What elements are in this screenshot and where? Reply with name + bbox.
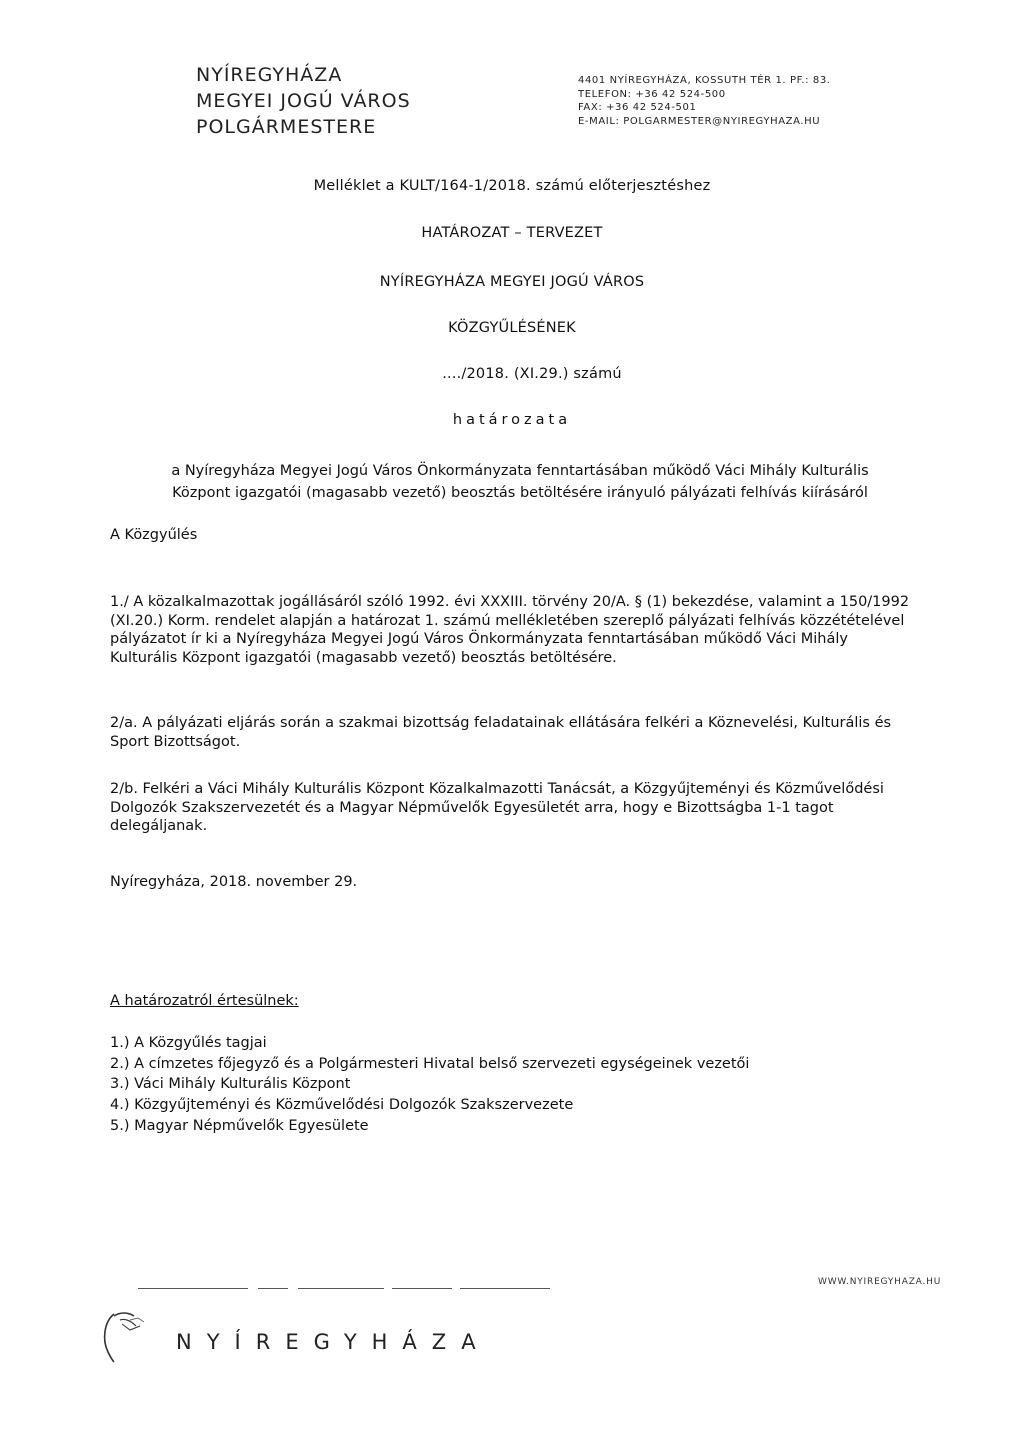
footer-website: WWW.NYIREGYHAZA.HU: [818, 1277, 942, 1287]
org-name-line3: POLGÁRMESTERE: [196, 116, 377, 138]
assembly-label: A Közgyűlés: [110, 527, 198, 543]
paragraph-line: delegáljanak.: [110, 818, 208, 835]
footer-divider: [258, 1288, 288, 1289]
paragraph-line: (XI.20.) Korm. rendelet alapján a határozat 1. számú mellékletében szereplő pályázati felhívás közzétételével: [110, 612, 905, 629]
notify-heading: A határozatról értesülnek:: [110, 993, 299, 1009]
contact-address: 4401 NYÍREGYHÁZA, KOSSUTH TÉR 1. PF.: 83.: [578, 75, 831, 86]
footer-divider: [392, 1288, 452, 1289]
paragraph-line: Sport Bizottságot.: [110, 733, 241, 750]
paragraph-line: Kulturális Központ igazgatói (magasabb vezető) beosztás betöltésére.: [110, 649, 617, 666]
city-emblem-icon: [100, 1306, 160, 1374]
list-item: 2.) A címzetes főjegyző és a Polgármesteri Hivatal belső szervezeti egységeinek vezetői: [110, 1055, 750, 1072]
annex-reference: Melléklet a KULT/164-1/2018. számú előterjesztéshez: [313, 178, 711, 194]
list-item: 1.) A Közgyűlés tagjai: [110, 1035, 267, 1051]
resolution-subject: [130, 460, 910, 504]
subject-line1: a Nyíregyháza Megyei Jogú Város Önkormányzata fenntartásában működő Váci Mihály Kulturális: [171, 463, 869, 479]
list-item: 5.) Magyar Népművelők Egyesülete: [110, 1117, 369, 1134]
paragraph-2a: [110, 714, 936, 751]
letterhead-organization: [196, 62, 411, 140]
org-name-line1: NYÍREGYHÁZA: [196, 64, 343, 86]
paragraph-line: 2/b. Felkéri a Váci Mihály Kulturális Központ Közalkalmazotti Tanácsát, a Közgyűjteményi és Közművelődési: [110, 781, 884, 797]
paragraph-1: [110, 593, 936, 667]
paragraph-line: 1./ A közalkalmazottak jogállásáról szóló 1992. évi XXXIII. törvény 20/A. § (1) bekezdése, valamint a 150/1992: [110, 594, 910, 610]
footer-divider: [460, 1288, 550, 1289]
subject-line2: Központ igazgatói (magasabb vezető) beosztás betöltésére irányuló pályázati felhívás kiírásáról: [172, 485, 868, 501]
paragraph-line: 2/a. A pályázati eljárás során a szakmai bizottság feladatainak ellátására felkéri a Köznevelési, Kulturális és: [110, 715, 892, 731]
assembly-title: KÖZGYŰLÉSÉNEK: [448, 320, 576, 336]
notify-list: [110, 1033, 749, 1137]
org-name-line2: MEGYEI JOGÚ VÁROS: [196, 90, 411, 112]
contact-fax: FAX: +36 42 524-501: [578, 102, 697, 113]
footer-divider: [138, 1288, 248, 1289]
letterhead-contact: [578, 74, 831, 128]
footer-city-logotype: NYÍREGYHÁZA: [176, 1330, 491, 1354]
city-title: NYÍREGYHÁZA MEGYEI JOGÚ VÁROS: [379, 274, 645, 290]
footer-divider: [298, 1288, 384, 1289]
date-line: Nyíregyháza, 2018. november 29.: [110, 874, 358, 890]
contact-phone: TELEFON: +36 42 524-500: [578, 88, 726, 100]
paragraph-line: pályázatot ír ki a Nyíregyháza Megyei Jogú Város Önkormányzata fenntartásában működő Váci Mihály: [110, 631, 848, 648]
resolution-number: ..../2018. (XI.29.) számú: [442, 366, 622, 382]
contact-email: E-MAIL: POLGARMESTER@NYIREGYHAZA.HU: [578, 115, 821, 127]
list-item: 4.) Közgyűjteményi és Közművelődési Dolgozók Szakszervezete: [110, 1097, 574, 1114]
draft-title: HATÁROZAT – TERVEZET: [421, 225, 603, 241]
paragraph-2b: [110, 780, 936, 836]
paragraph-line: Dolgozók Szakszervezetét és a Magyar Népművelők Egyesületét arra, hogy e Bizottságba 1-1 tagot: [110, 799, 834, 816]
resolution-word: határozata: [452, 412, 572, 428]
list-item: 3.) Váci Mihály Kulturális Központ: [110, 1076, 351, 1093]
